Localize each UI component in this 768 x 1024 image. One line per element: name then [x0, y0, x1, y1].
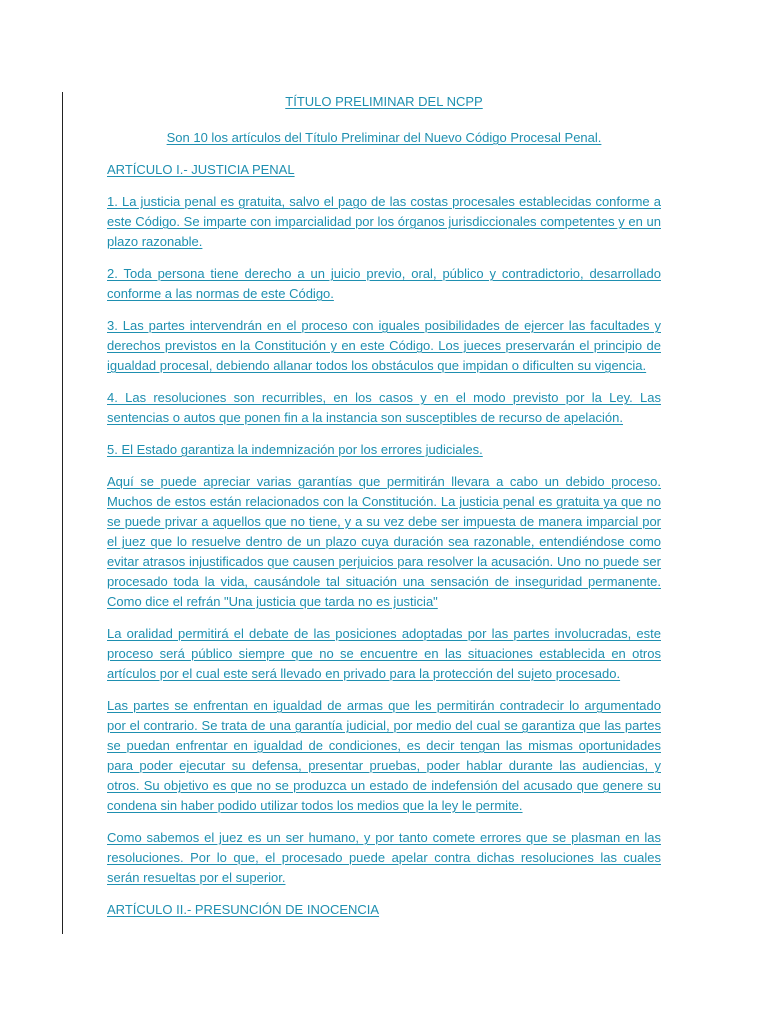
article-1-heading: ARTÍCULO I.- JUSTICIA PENAL	[107, 162, 295, 177]
paragraph-item-3: 3. Las partes intervendrán en el proceso con iguales posibilidades de ejercer las facultades y derechos previstos en la Constitución y en este Código. Los jueces preservarán el principio de igualdad procesal, debiendo allanar todos los obstáculos que impidan o dificulten su vigencia.	[107, 318, 661, 373]
paragraph-item-4: 4. Las resoluciones son recurribles, en los casos y en el modo previsto por la Ley. Las sentencias o autos que ponen fin a la instancia son susceptibles de recurso de apelación.	[107, 390, 661, 425]
document-subtitle: Son 10 los artículos del Título Preliminar del Nuevo Código Procesal Penal.	[166, 130, 602, 145]
paragraph-commentary-appeal: Como sabemos el juez es un ser humano, y por tanto comete errores que se plasman en las resoluciones. Por lo que, el procesado puede apelar contra dichas resoluciones las cuales serán resueltas por el superior.	[107, 830, 661, 885]
paragraph-commentary-equality: Las partes se enfrentan en igualdad de armas que les permitirán contradecir lo argumentado por el contrario. Se trata de una garantía judicial, por medio del cual se garantiza que las partes se puedan enfrentar en igualdad de condiciones, es decir tengan las mismas oportunidades para poder ejecutar su defensa, presentar pruebas, poder hablar durante las audiencias, y otros. Su objetivo es que no se produzca un estado de indefensión del acusado que genere su condena sin haber podido utilizar todos los medios que la ley le permite.	[107, 698, 661, 813]
paragraph-commentary-guarantees: Aquí se puede apreciar varias garantías que permitirán llevara a cabo un debido proceso. Muchos de estos están relacionados con la Constitución. La justicia penal es gratuita ya que no se puede privar a aquellos que no tiene, y a su vez debe ser impuesta de manera imparcial por el juez que lo resuelve dentro de un plazo cuya duración sea razonable, entendiéndose como evitar atrasos injustificados que causen perjuicios para resolver la acusación. Uno no puede ser procesado toda la vida, causándole tal situación una sensación de inseguridad permanente. Como dice el refrán "Una justicia que tarda no es justicia"	[107, 474, 661, 609]
paragraph-item-5: 5. El Estado garantiza la indemnización por los errores judiciales.	[107, 442, 483, 457]
paragraph-item-2: 2. Toda persona tiene derecho a un juicio previo, oral, público y contradictorio, desarrollado conforme a las normas de este Código.	[107, 266, 661, 301]
document-title: TÍTULO PRELIMINAR DEL NCPP	[285, 94, 483, 109]
article-2-heading: ARTÍCULO II.- PRESUNCIÓN DE INOCENCIA	[107, 902, 380, 917]
paragraph-commentary-orality: La oralidad permitirá el debate de las posiciones adoptadas por las partes involucradas, este proceso será público siempre que no se encuentre en las situaciones establecida en otros artículos por el cual este será llevado en privado para la protección del sujeto procesado.	[107, 626, 661, 681]
paragraph-item-1: 1. La justicia penal es gratuita, salvo el pago de las costas procesales establecidas conforme a este Código. Se imparte con imparcialidad por los órganos jurisdiccionales competentes y en un plazo razonable.	[107, 194, 661, 249]
margin-line	[62, 92, 63, 934]
document-content	[107, 92, 661, 932]
